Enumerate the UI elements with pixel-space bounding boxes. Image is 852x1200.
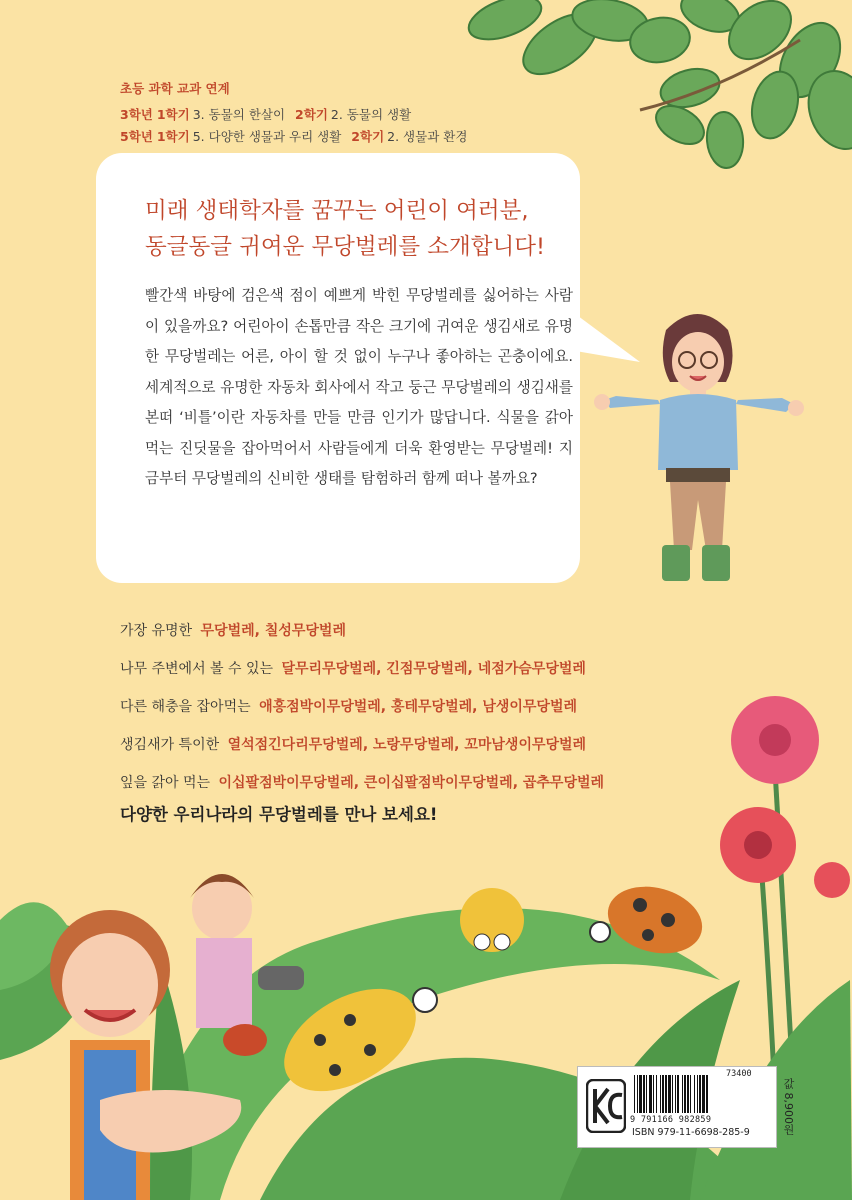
isbn-number: ISBN 979-11-6698-285-9 [632,1127,750,1138]
headline-line-1: 미래 생태학자를 꿈꾸는 어린이 여러분, [145,198,529,224]
unit-label: 2. 동물의 생활 [330,107,412,122]
species-lead: 가장 유명한 [120,623,193,639]
ean-addon-number: 73400 [726,1069,752,1079]
species-lead: 잎을 갉아 먹는 [120,775,211,791]
scientist-illustration [588,300,808,720]
curriculum-row [120,126,477,148]
call-to-action: 다양한 우리나라의 무당벌레를 만나 보세요! [120,805,438,824]
bubble-headline [145,193,575,265]
semester-label: 1학기 [156,129,190,144]
species-lead: 생김새가 특이한 [120,737,220,753]
grade-label: 3학년 [120,107,153,122]
species-lead: 다른 해충을 잡아먹는 [120,699,251,715]
curriculum-block [120,78,477,148]
semester-label: 1학기 [156,107,190,122]
species-names: 열석점긴다리무당벌레, 노랑무당벌레, 꼬마남생이무당벌레 [227,737,587,753]
curriculum-row [120,104,477,126]
ean-number: 9 791166 982859 [630,1115,712,1125]
grade-label: 5학년 [120,129,153,144]
unit-label: 2. 생물과 환경 [387,129,468,144]
species-names: 달무리무당벌레, 긴점무당벌레, 네점가슴무당벌레 [281,661,586,677]
barcode-icon [632,1075,772,1115]
headline-line-2: 동글동글 귀여운 무당벌레를 소개합니다! [145,234,545,260]
semester-label: 2학기 [295,107,328,122]
unit-label: 3. 동물의 한살이 [192,107,286,122]
kc-mark-icon [586,1079,626,1133]
curriculum-title: 초등 과학 교과 연계 [120,81,230,96]
barcode-box [577,1066,777,1148]
price-label: 값 8,900원 [782,1077,795,1135]
species-names: 이십팔점박이무당벌레, 큰이십팔점박이무당벌레, 곱추무당벌레 [218,775,605,791]
species-names: 애홍점박이무당벌레, 홍테무당벌레, 남생이무당벌레 [259,699,577,715]
species-line [120,620,604,658]
ladybug-icon [460,888,524,952]
unit-label: 5. 다양한 생물과 우리 생활 [192,129,342,144]
ladybug-icon [223,1024,267,1056]
species-names: 무당벌레, 칠성무당벌레 [200,623,346,639]
species-lead: 나무 주변에서 볼 수 있는 [120,661,274,677]
semester-label: 2학기 [351,129,385,144]
bubble-body-text: 빨간색 바탕에 검은색 점이 예쁘게 박힌 무당벌레를 싫어하는 사람이 있을까요? 어린아이 손톱만큼 작은 크기에 귀여운 생김새로 유명한 무당벌레는 어른, 아이 할 것 없이 누구나 좋아하는 곤충이에요. 세계적으로 유명한 자동차 회사에서 작고 둥근 무당벌레의 생김새를 본떠 ‘비틀’이란 자동차를 만들 만큼 인기가 많답니다. 식물을 갉아 먹는 진딧물을 잡아먹어서 사람들에게 더욱 환영받는 무당벌레! 지금부터 무당벌레의 신비한 생태를 탐험하러 함께 떠나 볼까요? [145,287,573,487]
